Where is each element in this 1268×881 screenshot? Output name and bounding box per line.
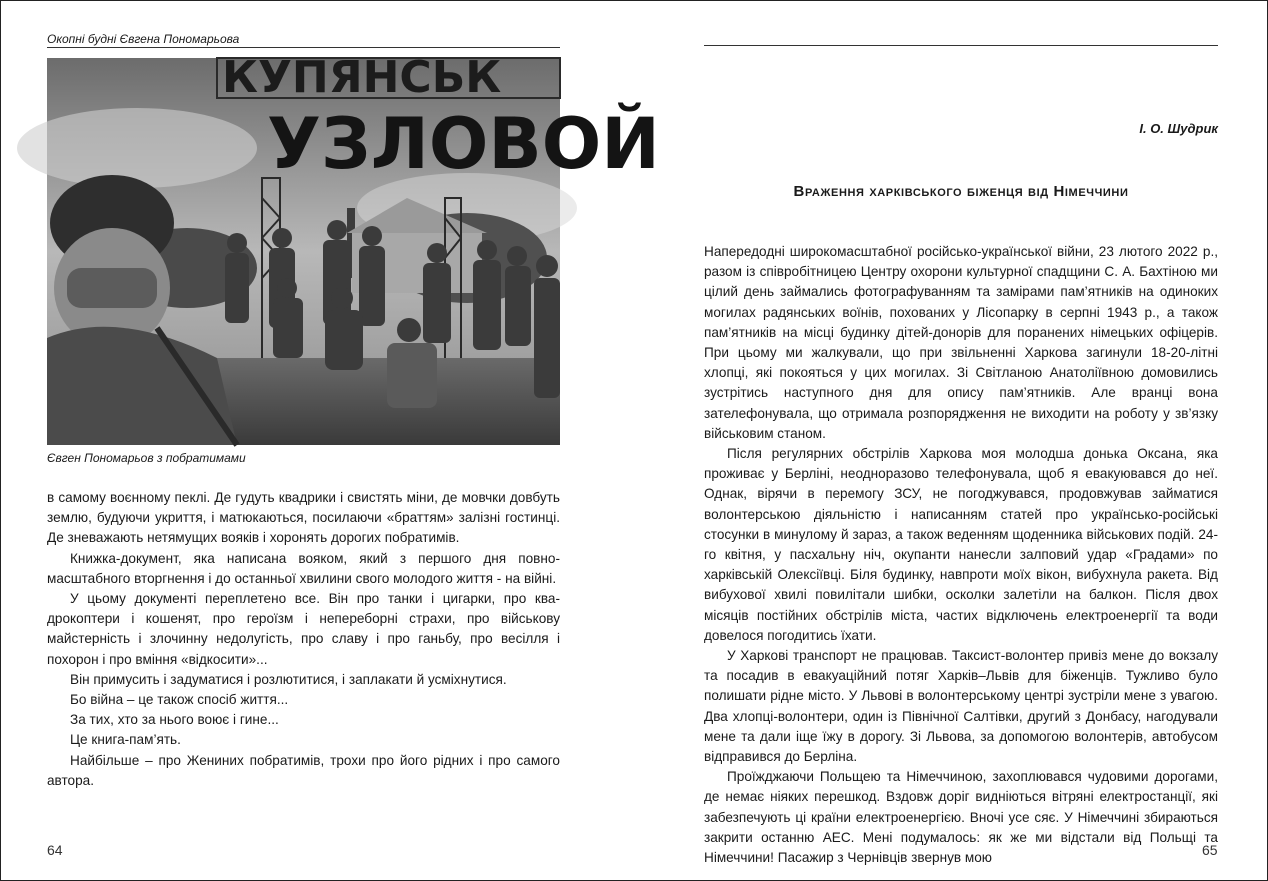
right-page bbox=[634, 0, 1268, 881]
paragraph: За тих, хто за нього воює і гине... bbox=[70, 712, 279, 728]
article-title: Враження харківського біженця від Німеччини bbox=[793, 183, 1129, 200]
page-number-left: 64 bbox=[47, 842, 63, 858]
photo-illustration bbox=[47, 52, 660, 445]
left-body-text bbox=[47, 488, 560, 791]
sign-top-text: КУПЯНСЬК bbox=[222, 52, 502, 103]
right-body-text bbox=[704, 242, 1218, 868]
paragraph: Це книга-пам’ять. bbox=[70, 732, 181, 748]
paragraph: Бо війна – це також спосіб життя... bbox=[70, 692, 289, 708]
photo-soldiers bbox=[47, 52, 660, 445]
paragraph: Після регулярних обстрілів Харкова моя молодша донька Оксана, яка проживає у Берліні, неодноразово телефонувала, щоб я евакуювався до неї. Однак, вірячи в перемогу ЗСУ, не погоджувався, продовжував займатися волонтерською діяльністю і написанням статей про українсько-російські стосунки в минулому й зараз, а також веденням щоденника військових подій. 24-го квітня, у пасхальну ніч, окупанти нанесли залповий удар «Градами» по харківській Олексіївці. Біля будинку, навпроти моїх вікон, вибухнула ракета. Від вибухової хвилі повилітали шибки, осколки залетіли на балкон. Після двох місяців постійних обстрілів міста, частих відключень електроенергії та води довелося погодитись їхати. bbox=[704, 446, 1218, 643]
paragraph: в самому воєнному пеклі. Де гудуть квадрики і свистять міни, де мовчки довбуть землю, будуючи укриття, і матюкаються, посилаючи «браттям» залізні гостинці. Де зневажають нетямущих вояків і хоронять дорогих побратимів. bbox=[47, 490, 560, 546]
paragraph: Він примусить і задуматися і розлютитися, і заплакати й усміхнутися. bbox=[70, 671, 507, 687]
header-rule bbox=[47, 47, 560, 48]
paragraph: Найбільше – про Жениних побратимів, трохи про його рідних і про самого автора. bbox=[47, 752, 560, 788]
sign-bottom-text: УЗЛОВОЙ bbox=[267, 103, 660, 185]
photo-caption: Євген Пономарьов з побратимами bbox=[47, 451, 246, 465]
header-rule bbox=[704, 45, 1218, 46]
paragraph: Проїжджаючи Польщею та Німеччиною, захоплювався чудовими дорогами, де немає ніяких перешкод. Вздовж доріг видніються вітряні електростанції, які забезпечують ці країни електроенергією. Вночі усе сяє. У Німеччині збираються закрити останню АЕС. Мені подумалось: як же ми відстали від Польщі та Німеччини! Пасажир з Чернівців звернув мою bbox=[704, 769, 1218, 866]
running-head: Окопні будні Євгена Пономарьова bbox=[47, 32, 240, 46]
paragraph: Книжка-документ, яка написана вояком, який з першого дня повномасштабного вторгнення і до останньої хвилини свого молодого життя - на війні. bbox=[47, 550, 560, 586]
paragraph: Напередодні широкомасштабної російсько-української війни, 23 лютого 2022 р., разом із співробітницею Центру охорони культурної спадщини С. А. Бахтіною ми цілий день займались фотографуванням та замірами пам’ятників на одиноких могилах радянських воїнів, похованих у Лісопарку в серпні 1943 р., а також пам’ятників на місці будинку дітей-донорів для поранених німецьких офіцерів. При цьому ми жалкували, що при звільненні Харкова загинули 18-20-літні хлопці, які покояться у цих могилах. Зі Світланою Анатоліївною домовились зустрітись наступного дня для опису пам’ятників. Але вранці вона зателефонувала, що отримала розпорядження не виходити на роботу у зв’язку військовим станом. bbox=[704, 244, 1218, 441]
paragraph: У Харкові транспорт не працював. Таксист-волонтер привіз мене до вокзалу та посадив в евакуаційний потяг Харків–Львів для біженців. Тужливо було полишати рідне місто. У Львові в волонтерському центрі зустріли мене з увагою. Два хлопці-волонтери, один із Північної Салтівки, другий з Донбасу, нагодували мене та дали іще їжу в дорогу. Зі Львова, за допомогою волонтерів, автобусом відправився до Берліна. bbox=[704, 648, 1218, 765]
page-number-right: 65 bbox=[1202, 842, 1218, 858]
article-author: І. О. Шудрик bbox=[1139, 121, 1218, 136]
paragraph: У цьому документі переплетено все. Він про танки і цигарки, про квадрокоптери і кошенят, про героїзм і непереборні страхи, про військову майстерність і злочинну недолугість, про славу і про ганьбу, про весілля і похорон і про вміння «відкосити»... bbox=[47, 591, 560, 667]
